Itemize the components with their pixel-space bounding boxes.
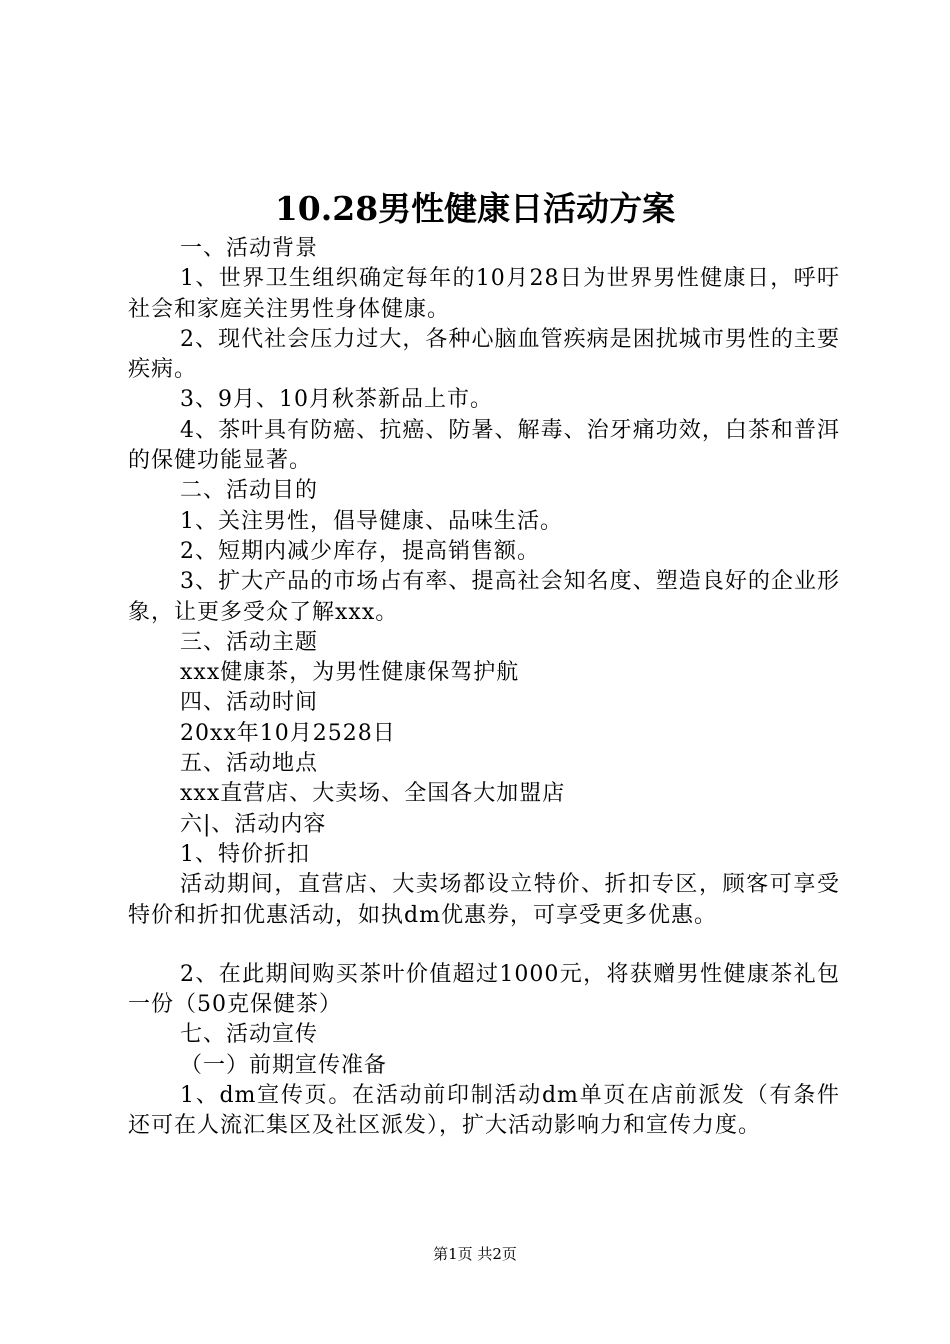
paragraph: 1、关注男性，倡导健康、品味生活。 (180, 508, 563, 534)
paragraph: 2、短期内减少库存，提高销售额。 (180, 538, 540, 564)
paragraph: 1、dm宣传页。在活动前印制活动dm单页在店前派发（有条件还可在人流汇集区及社区派发），扩大活动影响力和宣传力度。 (128, 1083, 840, 1139)
paragraph: xxx直营店、大卖场、全国各大加盟店 (180, 781, 566, 807)
section-heading-theme: 三、活动主题 (180, 629, 319, 655)
section-heading-promotion: 七、活动宣传 (180, 1022, 319, 1048)
paragraph: 2、现代社会压力过大，各种心脑血管疾病是困扰城市男性的主要疾病。 (128, 326, 840, 383)
paragraph: 3、9月、10月秋茶新品上市。 (180, 387, 493, 413)
paragraph: 1、世界卫生组织确定每年的10月28日为世界男性健康日，呼吁社会和家庭关注男性身体健康。 (128, 266, 840, 322)
paragraph: 2、在此期间购买茶叶价值超过1000元，将获赠男性健康茶礼包一份（50克保健茶） (128, 961, 840, 1018)
section-heading-purpose: 二、活动目的 (180, 478, 319, 504)
paragraph: 20xx年10月2528日 (180, 720, 396, 746)
page-footer: 第1页 共2页 (433, 1245, 517, 1263)
paragraph: 3、扩大产品的市场占有率、提高社会知名度、塑造良好的企业形象，让更多受众了解xxx。 (128, 569, 840, 625)
section-heading-background: 一、活动背景 (180, 236, 319, 261)
section-heading-content: 六|、活动内容 (180, 811, 327, 837)
paragraph: xxx健康茶，为男性健康保驾护航 (180, 660, 520, 686)
paragraph: （一）前期宣传准备 (180, 1052, 388, 1078)
document-body (128, 234, 840, 1142)
document-title: 10.28男性健康日活动方案 (274, 189, 676, 228)
section-heading-location: 五、活动地点 (180, 751, 319, 777)
paragraph: 活动期间，直营店、大卖场都设立特价、折扣专区，顾客可享受特价和折扣优惠活动，如执dm优惠券，可享受更多优惠。 (128, 872, 840, 928)
paragraph: 1、特价折扣 (180, 841, 310, 867)
paragraph: 4、茶叶具有防癌、抗癌、防暑、解毒、治牙痛功效，白茶和普洱的保健功能显著。 (128, 417, 840, 474)
section-heading-time: 四、活动时间 (180, 690, 319, 716)
